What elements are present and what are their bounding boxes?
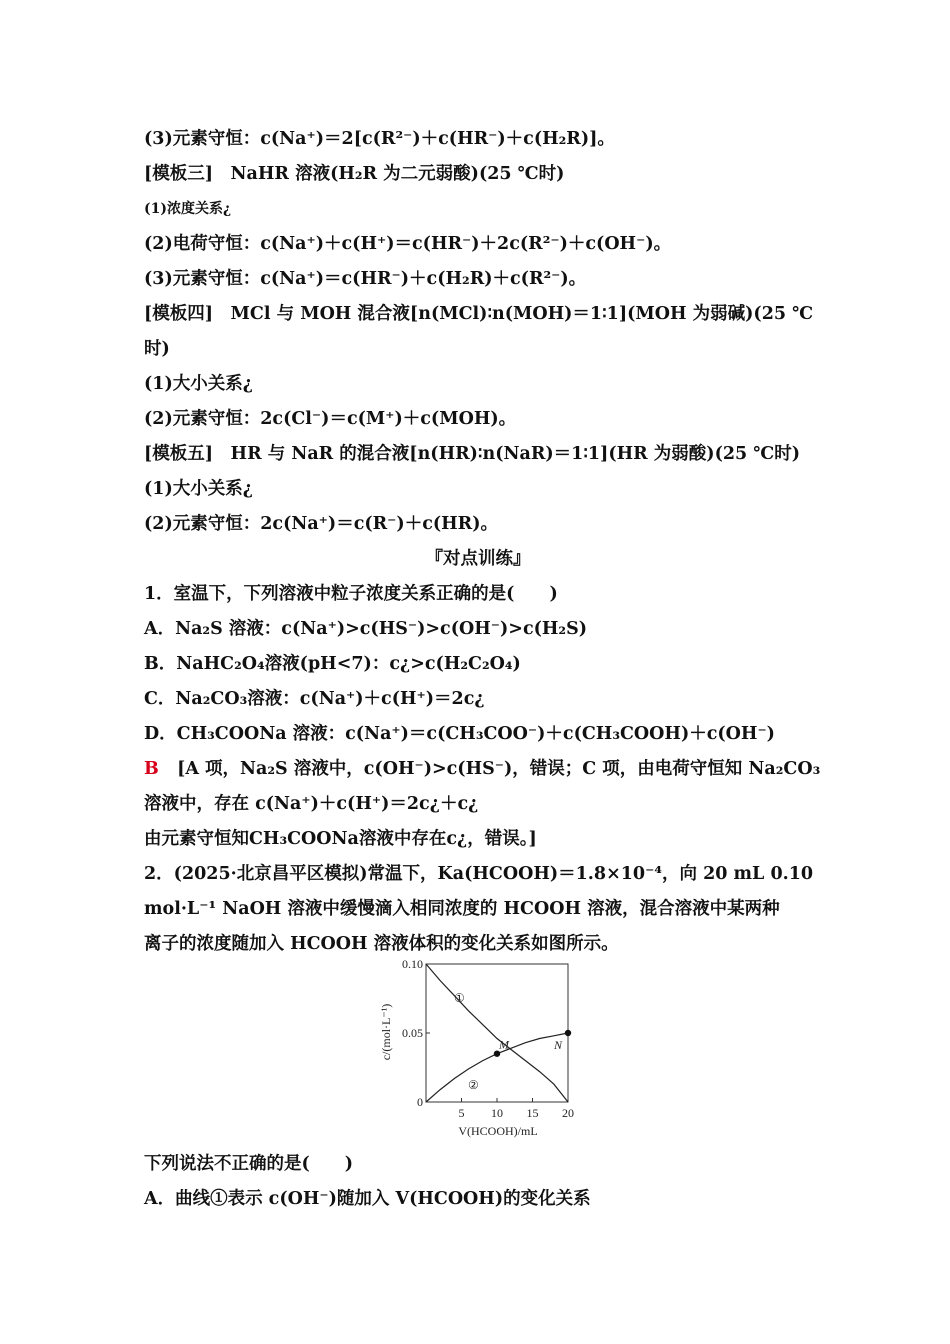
text-line: (3)元素守恒：c(Na⁺)＝2[c(R²⁻)＋c(HR⁻)＋c(H₂R)]。 (144, 129, 615, 149)
text-line: (1)大小关系¿ (144, 374, 253, 394)
text-line: (1)大小关系¿ (144, 479, 253, 499)
question-2-stem: 2．(2025·北京昌平区模拟)常温下，Ka(HCOOH)＝1.8×10⁻⁴，向 20 mL 0.10 (144, 864, 814, 884)
point-label-N: N (554, 1038, 563, 1052)
q1-explanation-line: 由元素守恒知CH₃COONa溶液中存在c¿，错误。] (144, 829, 537, 849)
q1-explanation-line (144, 752, 821, 787)
series-line-2 (426, 1033, 568, 1102)
x-tick-label: 20 (562, 1106, 574, 1120)
document-page (144, 122, 821, 962)
point-label-M: M (499, 1037, 509, 1052)
text-line: (2)元素守恒：2c(Cl⁻)＝c(M⁺)＋c(MOH)。 (144, 409, 517, 429)
q1-explanation-text: [A 项，Na₂S 溶液中，c(OH⁻)>c(HS⁻)，错误；C 项，由电荷守恒知 Na₂CO₃ (177, 759, 821, 779)
question-2-continued (144, 1147, 812, 1217)
point-N (565, 1030, 571, 1036)
text-line: (1)浓度关系¿ (144, 201, 232, 217)
template-heading: [模板五] HR 与 NaR 的混合液[n(HR)∶n(NaR)＝1∶1](HR 为弱酸)(25 ℃时) (144, 444, 801, 464)
template-heading: [模板三] NaHR 溶液(H₂R 为二元弱酸)(25 ℃时) (144, 164, 565, 184)
question-2-stem: mol·L⁻¹ NaOH 溶液中缓慢滴入相同浓度的 HCOOH 溶液，混合溶液中某两种 (144, 899, 780, 919)
text-line: (3)元素守恒：c(Na⁺)＝c(HR⁻)＋c(H₂R)＋c(R²⁻)。 (144, 269, 587, 289)
plot-frame (426, 964, 568, 1102)
y-tick-label: 0.10 (402, 957, 423, 971)
series-line-1 (426, 964, 568, 1102)
y-tick-label: 0 (417, 1095, 423, 1109)
chart-svg (378, 952, 578, 1142)
curve-label-1: ① (454, 991, 465, 1005)
section-title: 『对点训练』 (425, 549, 531, 569)
text-line: (2)电荷守恒：c(Na⁺)＋c(H⁺)＝c(HR⁻)＋2c(R²⁻)＋c(OH⁻)。 (144, 234, 672, 254)
y-axis-label: c/(mol·L⁻¹) (379, 1003, 393, 1061)
x-tick-label: 10 (491, 1106, 503, 1120)
q2-prompt: 下列说法不正确的是( ) (144, 1154, 354, 1174)
y-tick-label: 0.05 (402, 1026, 423, 1040)
q2-option-a: A．曲线①表示 c(OH⁻)随加入 V(HCOOH)的变化关系 (144, 1189, 591, 1209)
q1-option-d: D．CH₃COONa 溶液：c(Na⁺)＝c(CH₃COO⁻)＋c(CH₃COOH)＋c(OH⁻) (144, 724, 775, 744)
text-line: (2)元素守恒：2c(Na⁺)＝c(R⁻)＋c(HR)。 (144, 514, 498, 534)
q1-explanation-line: 溶液中，存在 c(Na⁺)＋c(H⁺)＝2c¿＋c¿ (144, 794, 479, 814)
text-line: 时) (144, 339, 170, 359)
q1-answer: B (144, 759, 159, 779)
x-axis-label: V(HCOOH)/mL (458, 1124, 538, 1138)
q1-option-b: B．NaHC₂O₄溶液(pH<7)：c¿>c(H₂C₂O₄) (144, 654, 521, 674)
question-1-stem: 1．室温下，下列溶液中粒子浓度关系正确的是( ) (144, 584, 558, 604)
q1-option-c: C．Na₂CO₃溶液：c(Na⁺)＋c(H⁺)＝2c¿ (144, 689, 485, 709)
curve-label-2: ② (468, 1078, 479, 1092)
template-heading: [模板四] MCl 与 MOH 混合液[n(MCl)∶n(MOH)＝1∶1](MOH 为弱碱)(25 ℃ (144, 304, 814, 324)
x-tick-label: 5 (458, 1106, 465, 1120)
q1-option-a: A．Na₂S 溶液：c(Na⁺)>c(HS⁻)>c(OH⁻)>c(H₂S) (144, 619, 587, 639)
concentration-chart (378, 952, 578, 1142)
question-2-stem: 离子的浓度随加入 HCOOH 溶液体积的变化关系如图所示。 (144, 934, 619, 954)
x-tick-label: 15 (526, 1106, 539, 1120)
